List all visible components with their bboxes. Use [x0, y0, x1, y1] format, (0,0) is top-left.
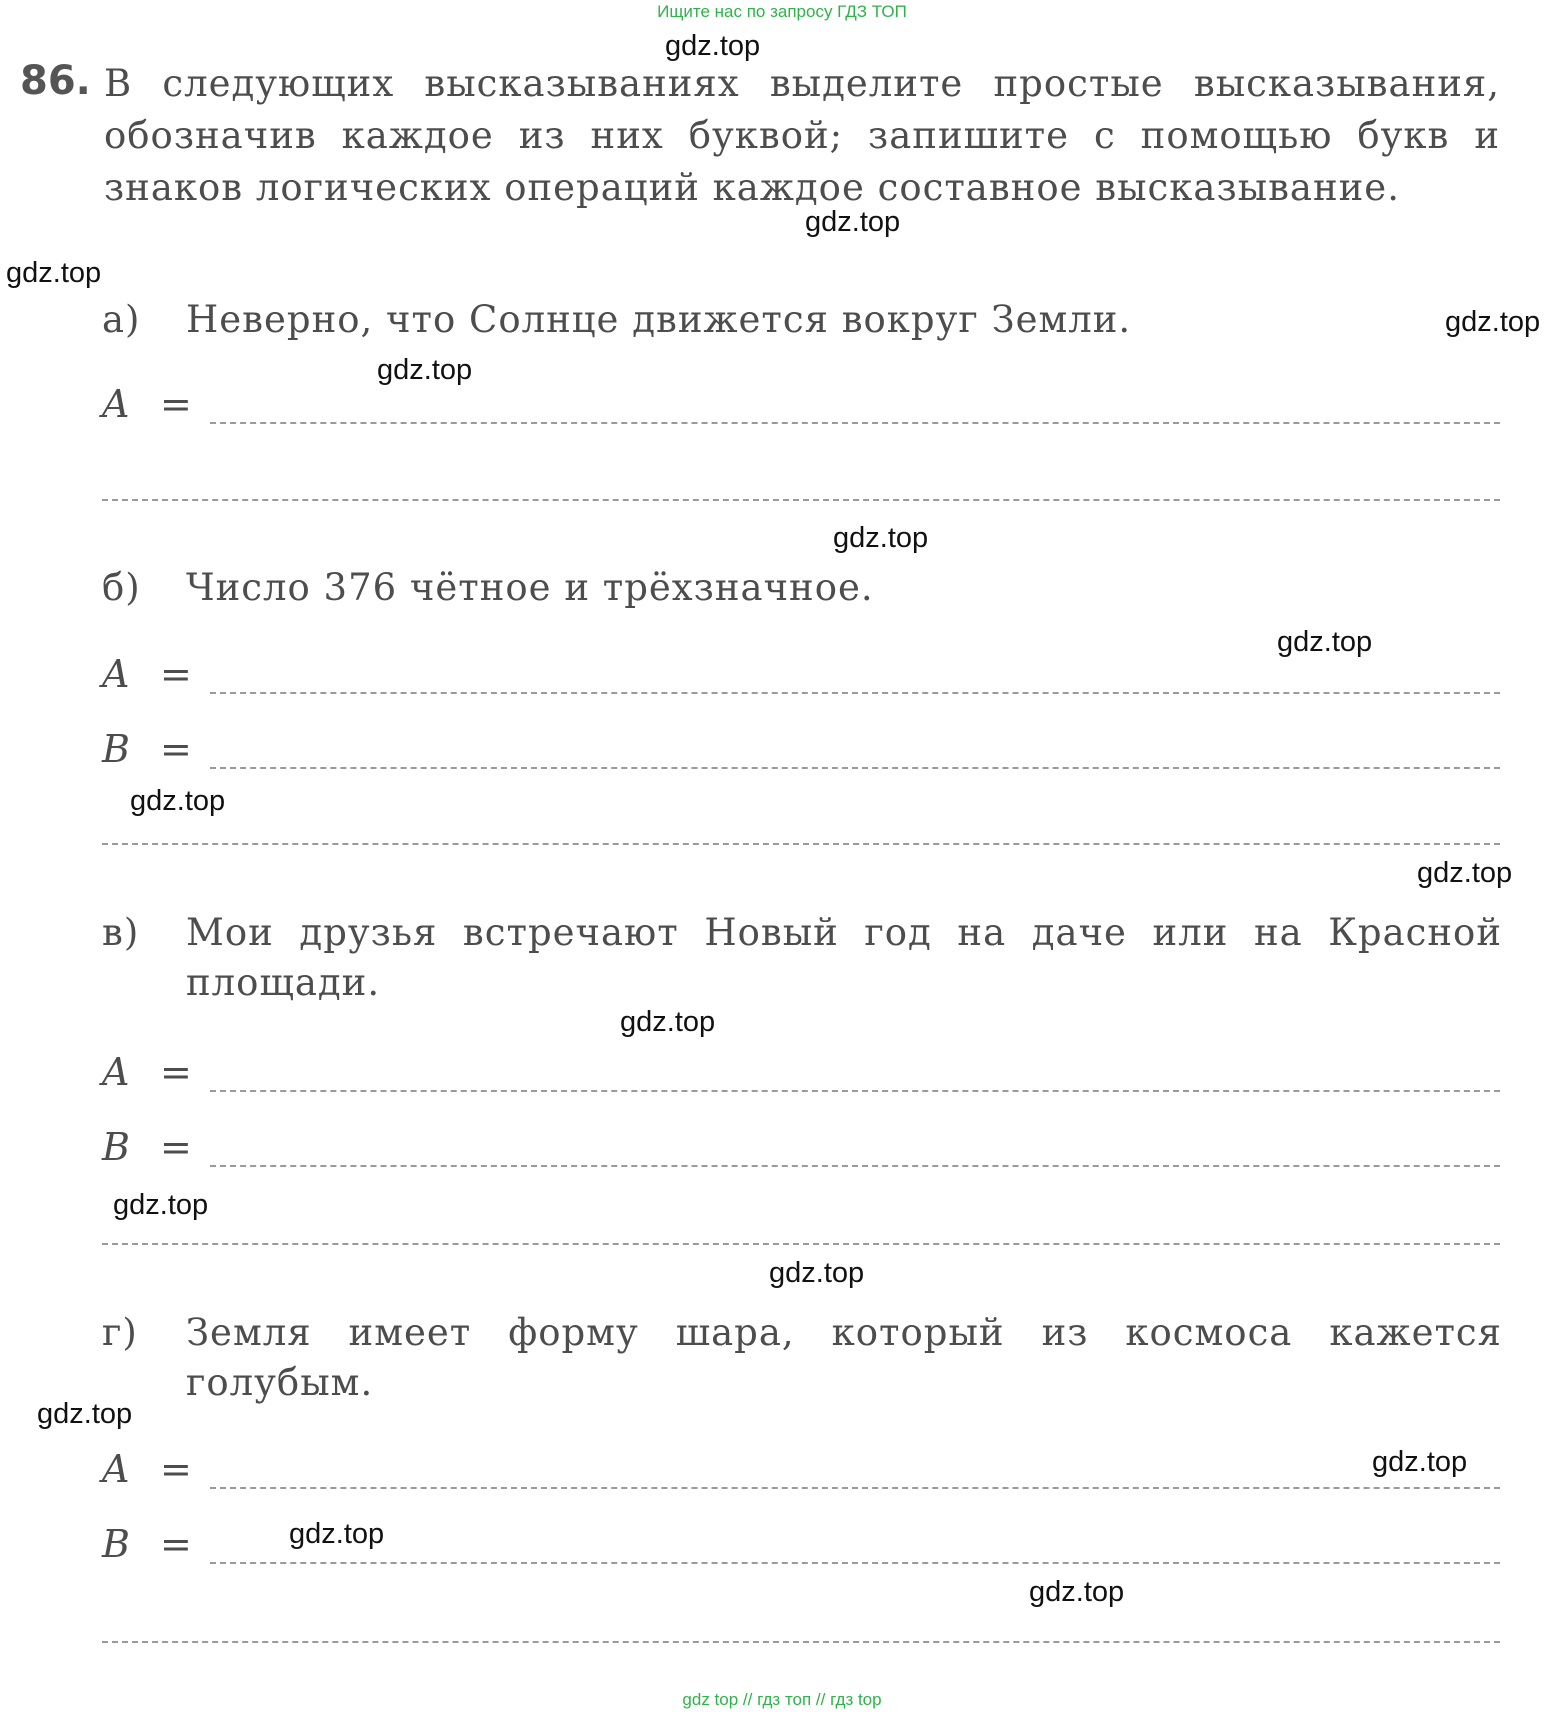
watermark: gdz.top — [1029, 1576, 1125, 1608]
part-g-letter: г) — [102, 1311, 138, 1354]
variable-b: B — [102, 1125, 130, 1169]
watermark: gdz.top — [377, 354, 473, 386]
variable-a: A — [102, 1447, 130, 1491]
watermark: gdz.top — [37, 1398, 133, 1430]
watermark: gdz.top — [1277, 626, 1373, 658]
variable-b: B — [102, 1522, 130, 1566]
answer-line[interactable] — [210, 1562, 1500, 1564]
watermark: gdz.top — [1417, 857, 1513, 889]
part-v-answer-b[interactable] — [102, 1125, 1500, 1175]
answer-line[interactable] — [210, 1090, 1500, 1092]
watermark: gdz.top — [130, 785, 226, 817]
watermark: gdz.top — [833, 522, 929, 554]
bottom-banner: gdz top // гдз топ // гдз top — [682, 1690, 882, 1709]
variable-a: A — [102, 652, 130, 696]
part-a-letter: а) — [102, 298, 141, 341]
variable-a: A — [102, 1050, 130, 1094]
watermark: gdz.top — [6, 257, 102, 289]
watermark: gdz.top — [665, 30, 761, 62]
part-g-text: Земля имеет форму шара, который из космоса кажется голубым. — [186, 1311, 1502, 1404]
part-a — [102, 295, 1502, 345]
equals-sign: = — [160, 727, 192, 771]
answer-line[interactable] — [210, 767, 1500, 769]
equals-sign: = — [160, 1050, 192, 1094]
watermark: gdz.top — [805, 206, 901, 238]
part-g-answer-line[interactable] — [102, 1641, 1500, 1643]
part-a-answer-a[interactable] — [102, 382, 1500, 432]
part-v-answer-a[interactable] — [102, 1050, 1500, 1100]
variable-a: A — [102, 382, 130, 426]
part-b-text: Число 376 чётное и трёхзначное. — [186, 566, 874, 609]
part-v — [102, 908, 1502, 1008]
part-a-text: Неверно, что Солнце движется вокруг Земли. — [186, 298, 1132, 341]
part-b-answer-b[interactable] — [102, 727, 1500, 777]
top-banner: Ищите нас по запросу ГДЗ ТОП — [657, 2, 907, 21]
variable-b: B — [102, 727, 130, 771]
watermark: gdz.top — [1372, 1446, 1468, 1478]
watermark: gdz.top — [769, 1257, 865, 1289]
watermark: gdz.top — [289, 1518, 385, 1550]
part-b-letter: б) — [102, 566, 141, 609]
part-v-letter: в) — [102, 911, 140, 954]
answer-line[interactable] — [210, 422, 1500, 424]
watermark: gdz.top — [1445, 306, 1541, 338]
part-g — [102, 1308, 1502, 1408]
equals-sign: = — [160, 652, 192, 696]
part-b-answer-a[interactable] — [102, 652, 1500, 702]
answer-line[interactable] — [210, 1487, 1500, 1489]
task-text: В следующих высказываниях выделите простые высказывания, обозначив каждое из них буквой; запишите с помощью букв и знаков логических операций каждое составное высказывание. — [104, 62, 1500, 209]
equals-sign: = — [160, 382, 192, 426]
part-a-answer-line[interactable] — [102, 499, 1500, 501]
equals-sign: = — [160, 1522, 192, 1566]
equals-sign: = — [160, 1447, 192, 1491]
part-g-answer-a[interactable] — [102, 1447, 1500, 1497]
task-number: 86. — [20, 58, 91, 104]
equals-sign: = — [160, 1125, 192, 1169]
part-b-answer-line[interactable] — [102, 843, 1500, 845]
part-b — [102, 563, 1502, 613]
part-v-answer-line[interactable] — [102, 1243, 1500, 1245]
watermark: gdz.top — [620, 1006, 716, 1038]
answer-line[interactable] — [210, 1165, 1500, 1167]
watermark: gdz.top — [113, 1189, 209, 1221]
part-v-text: Мои друзья встречают Новый год на даче или на Красной площади. — [186, 911, 1502, 1004]
answer-line[interactable] — [210, 692, 1500, 694]
